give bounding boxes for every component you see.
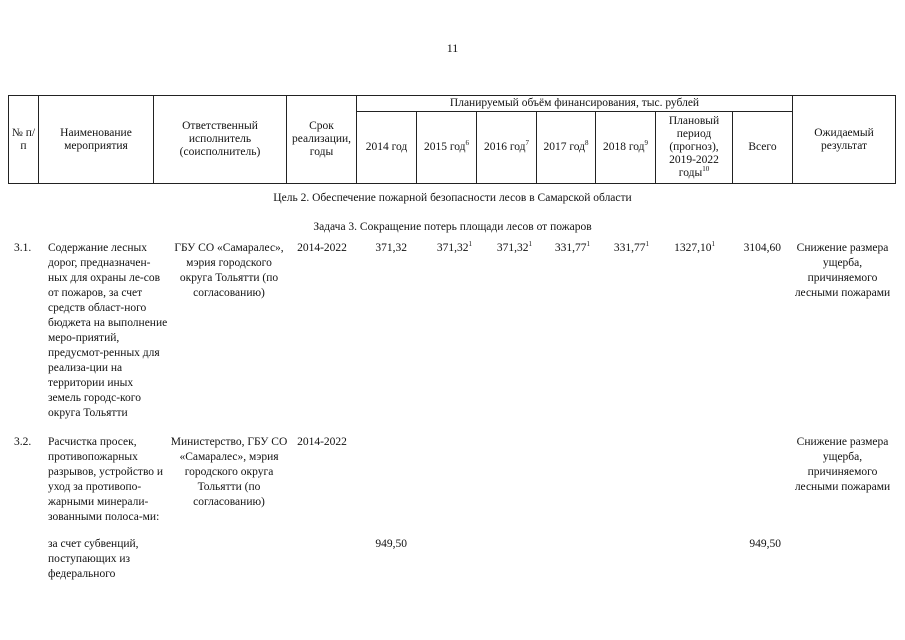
row-result: Снижение размера ущерба, причиняемого лесными пожарами: [794, 242, 891, 299]
row-number: 3.1.: [14, 242, 32, 254]
row-name: Расчистка просек, противопожарных разрывов, устройство и уход за противопо-жарными минерали-зованными полоса-ми:: [48, 436, 164, 523]
row-executor: Министерство, ГБУ СО «Самаралес», мэрия городского округа Тольятти (по согласованию): [170, 436, 288, 508]
task-caption: Задача 3. Сокращение потерь площади лесов от пожаров: [313, 221, 592, 233]
row-2017: 331,77$^1$: [554, 240, 590, 254]
header-executor: Ответственный исполнитель (соисполнитель): [154, 96, 287, 184]
row-result: Снижение размера ущерба, причиняемого лесными пожарами: [794, 436, 891, 493]
row-total: 3104,60: [743, 242, 781, 254]
header-num: № п/п: [9, 96, 39, 184]
header-term: Срок реализации, годы: [287, 96, 357, 184]
row-2016: 371,32$^1$: [496, 240, 532, 254]
header-2017: 2017 год$^8$: [537, 112, 596, 184]
row-plan-period: 1327,10$^1$: [674, 240, 715, 254]
header-result: Ожидаемый результат: [793, 96, 896, 184]
row-2018: 331,77$^1$: [613, 240, 649, 254]
header-total: Всего: [733, 112, 793, 184]
row-2014: 371,32: [375, 242, 407, 254]
header-plan-period: Плановый период (прогноз), 2019-2022 годы$^{10}$: [656, 112, 733, 184]
header-2014: 2014 год: [357, 112, 417, 184]
header-2015: 2015 год$^6$: [417, 112, 477, 184]
row-executor: ГБУ СО «Самаралес», мэрия городского округа Тольятти (по согласованию): [174, 242, 284, 299]
subrow-name: за счет субвенций, поступающих из федерального: [48, 538, 139, 580]
header-2016: 2016 год$^7$: [477, 112, 537, 184]
row-term: 2014-2022: [297, 242, 347, 254]
page-number: 11: [446, 41, 459, 55]
row-name: Содержание лесных дорог, предназначен-ных для охраны ле-сов от пожаров, за счет средств област-ного бюджета на выполнение меро-приятий, предусмот-ренных для реализа-ции на территории иных земель городс-кого округа Тольятти: [48, 242, 168, 419]
table-header: [8, 95, 896, 184]
row-2015: 371,32$^1$: [436, 240, 472, 254]
goal-caption: Цель 2. Обеспечение пожарной безопасности лесов в Самарской области: [273, 192, 632, 204]
header-financing: Планируемый объём финансирования, тыс. рублей: [357, 96, 793, 112]
subrow-total: 949,50: [749, 538, 781, 550]
subrow-2014: 949,50: [375, 538, 407, 550]
row-number: 3.2.: [14, 436, 32, 448]
row-term: 2014-2022: [297, 436, 347, 448]
header-2018: 2018 год$^9$: [596, 112, 656, 184]
header-name: Наименование мероприятия: [39, 96, 154, 184]
